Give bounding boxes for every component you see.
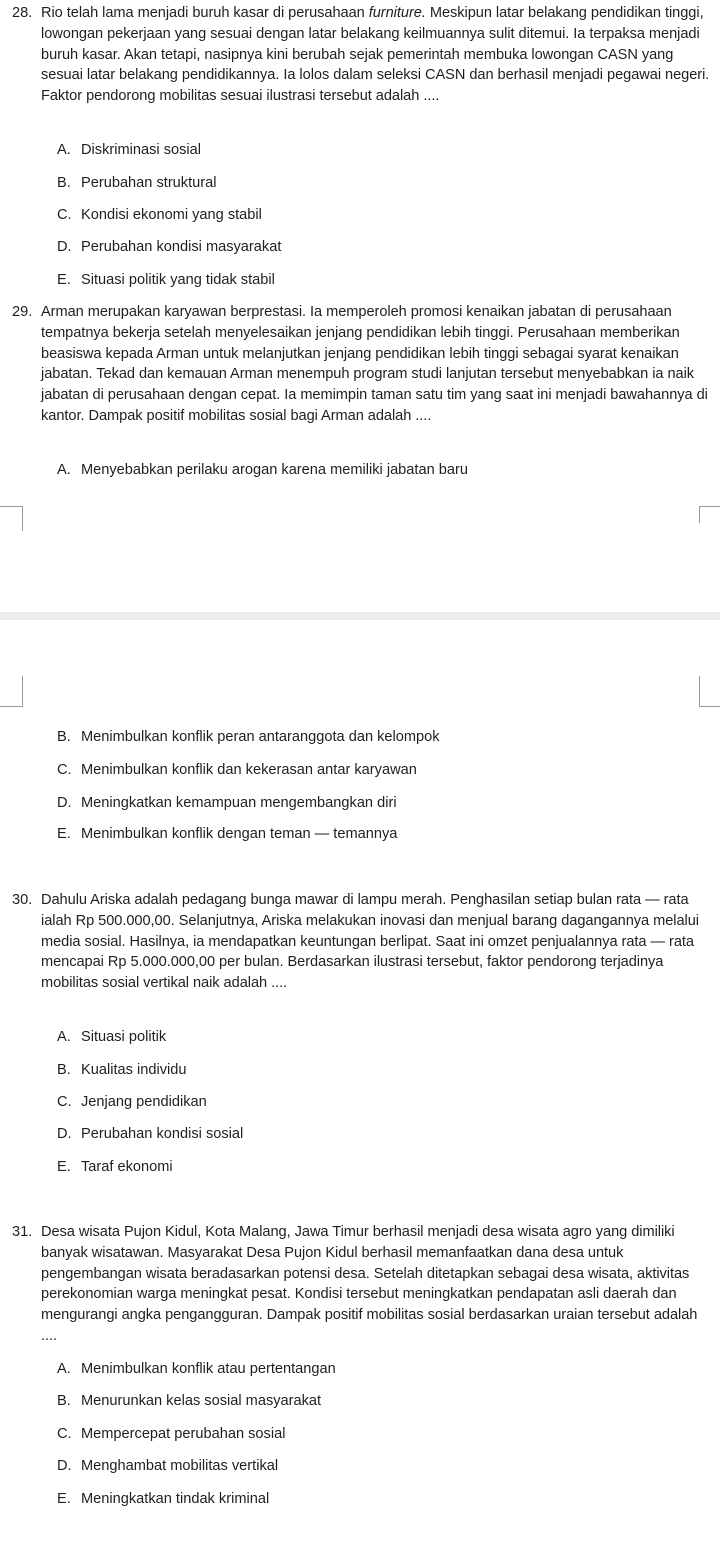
question-text: Dahulu Ariska adalah pedagang bunga mawar di lampu merah. Penghasilan setiap bulan rata — rata ialah Rp 500.000,00. Selanjutnya, Ariska melakukan inovasi dan menjual barang dagangannya melalui media sosial. Hasilnya, ia mendapatkan keuntungan berlipat. Saat ini omzet penjualannya rata — rata mencapai Rp 5.000.000,00 per bulan. Berdasarkan ilustrasi tersebut, faktor pendorong terjadinya mobilitas sosial vertikal naik adalah .... [41,892,699,992]
page-gap [0,612,720,620]
option-29-a[interactable]: A. Menyebabkan perilaku arogan karena memiliki jabatan baru [57,462,468,478]
question-number: 30. [12,892,33,908]
option-31-b[interactable]: B. Menurunkan kelas sosial masyarakat [57,1393,322,1409]
question-number: 29. [12,304,33,320]
option-30-b[interactable]: B. Kualitas individu [57,1062,187,1078]
option-28-a[interactable]: A. Diskriminasi sosial [57,142,202,158]
option-28-e[interactable]: E. Situasi politik yang tidak stabil [57,272,275,288]
option-31-c[interactable]: C. Mempercepat perubahan sosial [57,1426,286,1442]
option-29-e[interactable]: E. Menimbulkan konflik dengan teman — temannya [57,826,398,842]
option-30-d[interactable]: D. Perubahan kondisi sosial [57,1126,244,1142]
option-30-c[interactable]: C. Jenjang pendidikan [57,1094,207,1110]
crop-mark-bottom-left [0,676,23,707]
italic-term: furniture. [368,5,426,21]
question-number: 28. [12,5,33,21]
crop-mark-bottom-right [699,676,720,707]
question-number: 31. [12,1224,33,1240]
question-text: Arman merupakan karyawan berprestasi. Ia memperoleh promosi kenaikan jabatan di perusahaan tempatnya bekerja setelah menyelesaikan jenjang pendidikan lebih tinggi. Perusahaan memberikan beasiswa kepada Arman untuk melanjutkan jenjang pendidikan lebih tinggi sebagai syarat kenaikan jabatan. Tekad dan kemauan Arman menempuh program studi lanjutan tersebut menyebabkan ia naik jabatan di perusahaan dengan cepat. Ia memimpin taman satu tim yang saat ini menjadi bawahannya di kantor. Dampak positif mobilitas sosial bagi Arman adalah .... [41,304,708,424]
question-text: Rio telah lama menjadi buruh kasar di perusahaan furniture. Meskipun latar belakang pendidikan tinggi, lowongan pekerjaan yang sesuai dengan latar belakang keilmuannya sulit ditemui. Ia terpaksa menjadi buruh kasar. Akan tetapi, nasipnya kini berubah sejak pemerintah membuka lowongan CASN yang sesuai latar belakang pendidikannya. Ia lolos dalam seleksi CASN dan berhasil menjadi pegawai negeri. Faktor pendorong mobilitas sesuai ilustrasi tersebut adalah .... [41,5,710,105]
option-31-a[interactable]: A. Menimbulkan konflik atau pertentangan [57,1361,336,1377]
option-29-c[interactable]: C. Menimbulkan konflik dan kekerasan antar karyawan [57,762,417,778]
option-30-a[interactable]: A. Situasi politik [57,1029,167,1045]
option-30-e[interactable]: E. Taraf ekonomi [57,1159,173,1175]
option-29-d[interactable]: D. Meningkatkan kemampuan mengembangkan diri [57,795,397,811]
question-31 [12,1222,712,1347]
question-28 [12,3,712,107]
question-30 [12,890,712,994]
option-29-b[interactable]: B. Menimbulkan konflik peran antaranggota dan kelompok [57,729,440,745]
option-31-e[interactable]: E. Meningkatkan tindak kriminal [57,1491,270,1507]
option-28-d[interactable]: D. Perubahan kondisi masyarakat [57,239,282,255]
crop-mark-top-left [0,506,23,531]
question-text: Desa wisata Pujon Kidul, Kota Malang, Jawa Timur berhasil menjadi desa wisata agro yang dimiliki banyak wisatawan. Masyarakat Desa Pujon Kidul berhasil memanfaatkan dana desa untuk pengembangan wisata beradasarkan potensi desa. Setelah ditetapkan sebagai desa wisata, aktivitas perekonomian warga meningkat pesat. Kondisi tersebut meningkatkan pendapatan asli daerah dan mengurangi angka pengangguran. Dampak positif mobilitas sosial berdasarkan uraian tersebut adalah .... [41,1224,698,1344]
crop-mark-top-right [699,506,720,523]
option-28-b[interactable]: B. Perubahan struktural [57,175,217,191]
option-31-d[interactable]: D. Menghambat mobilitas vertikal [57,1458,279,1474]
option-28-c[interactable]: C. Kondisi ekonomi yang stabil [57,207,262,223]
question-29 [12,302,712,427]
